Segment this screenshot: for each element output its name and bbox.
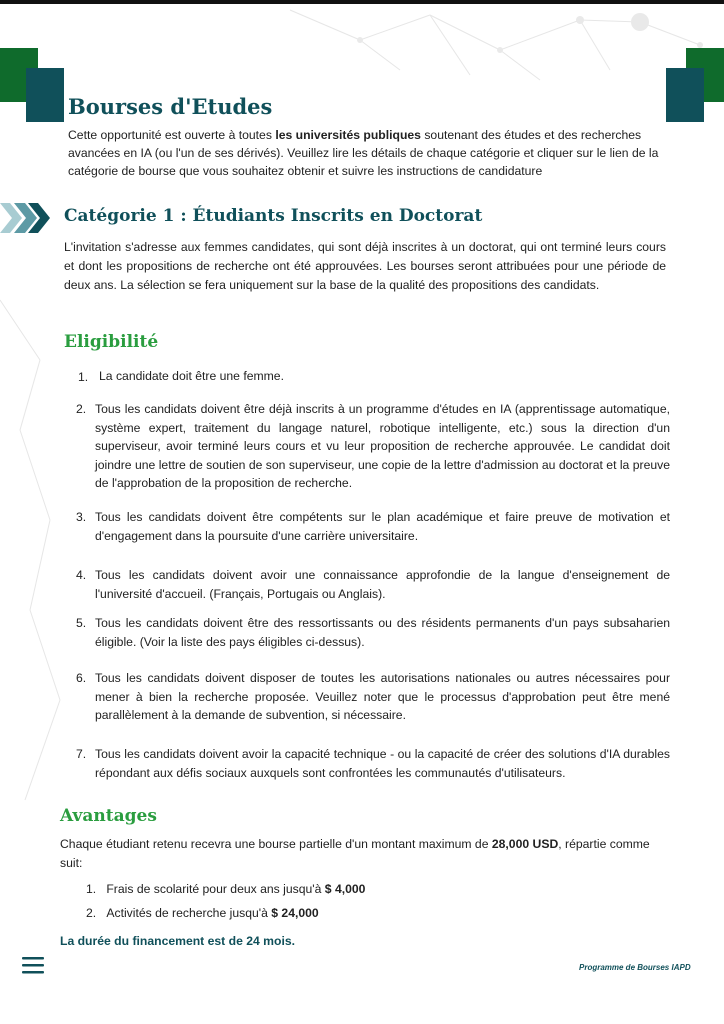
intro-text-end: soutenant des études et des recherches avancées en IA (ou l'un de ses dérivés). Veuillez lire les détails de chaque catégorie et cliquer sur le lien de la catégorie de bourse que vous souhaitez obtenir et suivre les instructions de candidature (68, 128, 659, 178)
item-text: La candidate doit être une femme. (99, 369, 284, 383)
item-text: Frais de scolarité pour deux ans jusqu'à (106, 882, 325, 896)
item-text: Tous les candidats doivent avoir la capacité technique - ou la capacité de créer des solutions d'IA durables répondant aux défis sociaux auxquels sont confrontées les communautés d'utilisateurs. (95, 747, 670, 780)
intro-text-bold: les universités publiques (275, 128, 421, 142)
eligibility-item-6 (76, 669, 670, 725)
item-amount: $ 24,000 (271, 906, 319, 920)
eligibility-item-3 (76, 508, 670, 545)
item-number: 4. (76, 568, 87, 582)
category-description: L'invitation s'adresse aux femmes candidates, qui sont déjà inscrites à un doctorat, qui ont terminé leurs cours et dont les propositions de recherche ont été approuvées. Les bourses seront attribuées pour une période de deux ans. La sélection se fera uniquement sur la base de la qualité des propositions des candidats. (64, 240, 666, 292)
intro-paragraph (68, 126, 676, 180)
item-number: 5. (76, 616, 87, 630)
item-text: Tous les candidats doivent disposer de toutes les autorisations nationales ou autres nécessaires pour mener à bien la recherche proposée. Veuillez noter que le processus d'approbation peut être mené parallèlement à la demande de subvention, si nécessaire. (95, 671, 670, 722)
eligibility-item-4 (76, 566, 670, 603)
benefit-item-1 (86, 882, 365, 896)
funding-duration: La durée du financement est de 24 mois. (60, 934, 296, 948)
category-title: Catégorie 1 : Étudiants Inscrits en Doctorat (64, 206, 483, 226)
item-number: 1. (78, 370, 89, 384)
benefits-intro-text: Chaque étudiant retenu recevra une bourse partielle d'un montant maximum de (60, 837, 492, 851)
double-chevron-icon (0, 203, 50, 233)
item-text: Tous les candidats doivent être des ressortissants ou des résidents permanents d'un pays subsaharien éligible. (Voir la liste des pays éligibles ci-dessus). (95, 616, 670, 649)
item-text: Tous les candidats doivent être déjà inscrits à un programme d'études en IA (apprentissage automatique, système expert, traitement du langage naturel, robotique intelligente, etc.) sous la direction d'un superviseur, avoir terminé leurs cours et vu leur proposition de recherche approuvée. Le candidat doit joindre une lettre de soutien de son superviseur, une copie de la lettre d'admission au doctorat et la preuve de l'approbation de la proposition de recherche. (95, 402, 670, 490)
hamburger-menu-icon[interactable] (22, 956, 46, 976)
corner-square-left-front (26, 68, 64, 122)
eligibility-item-7 (76, 745, 670, 782)
item-amount: $ 4,000 (324, 882, 366, 896)
benefits-intro (60, 835, 666, 873)
item-text: Activités de recherche jusqu'à (106, 906, 272, 920)
item-text: Tous les candidats doivent être compétents sur le plan académique et faire preuve de motivation et d'engagement dans la poursuite d'une carrière universitaire. (95, 510, 670, 543)
item-number: 7. (76, 747, 87, 761)
eligibility-item-1 (76, 367, 670, 386)
item-number: 2. (76, 402, 87, 416)
corner-square-right-front (666, 68, 704, 122)
item-number: 2. (86, 906, 97, 920)
intro-text-start: Cette opportunité est ouverte à toutes (68, 128, 276, 142)
footer-program-name: Programme de Bourses IAPD (579, 963, 691, 972)
item-text: Tous les candidats doivent avoir une connaissance approfondie de la langue d'enseignement de l'université d'accueil. (Français, Portugais ou Anglais). (95, 568, 670, 601)
benefit-item-2 (86, 906, 319, 920)
benefits-intro-end: , répartie comme suit: (60, 837, 650, 870)
benefits-max-amount: 28,000 USD (491, 837, 559, 851)
eligibility-item-2 (76, 400, 670, 493)
eligibility-item-5 (76, 614, 670, 651)
item-number: 1. (86, 882, 97, 896)
item-number: 3. (76, 510, 87, 524)
eligibility-heading: Eligibilité (64, 332, 159, 352)
benefits-heading: Avantages (60, 806, 157, 826)
page-title: Bourses d'Etudes (68, 94, 273, 119)
item-number: 6. (76, 671, 87, 685)
